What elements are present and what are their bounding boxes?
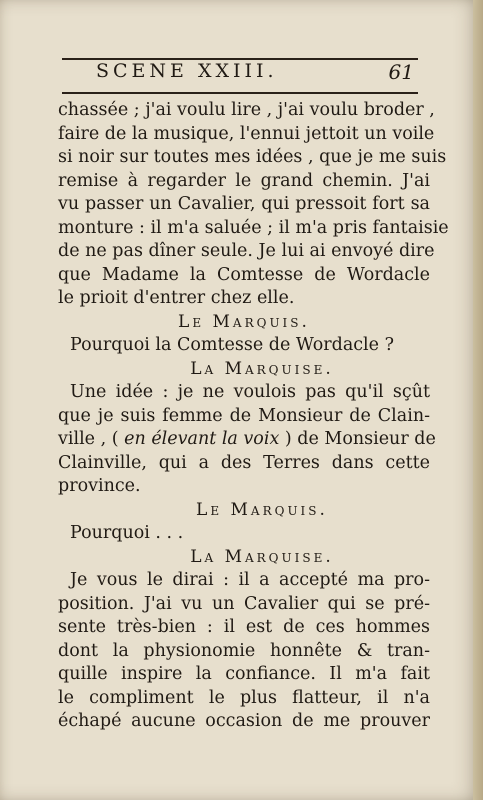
text-line: vu passer un Cavalier, qui pressoit fort sa bbox=[58, 194, 430, 214]
text-line: si noir sur toutes mes idées , que je me suis bbox=[58, 147, 447, 167]
speaker-name: La Marquise. bbox=[190, 546, 334, 567]
text-line: province. bbox=[58, 476, 141, 496]
page-edge bbox=[473, 0, 483, 800]
text-line: de ne pas dîner seule. Je lui ai envoyé dire bbox=[58, 241, 435, 261]
speaker-name: Le Marquis. bbox=[178, 311, 310, 332]
header-rule-bottom bbox=[62, 92, 418, 94]
text-line: sente très-bien : il est de ces hommes bbox=[58, 617, 430, 637]
text-line: que je suis femme de Monsieur de Clain- bbox=[58, 405, 430, 426]
stage-direction: en élevant la voix bbox=[124, 429, 280, 449]
text-fragment: ) de Monsieur de bbox=[284, 429, 436, 449]
text-line: le compliment le plus flatteur, il n'a bbox=[58, 687, 430, 708]
text-line: Une idée : je ne voulois pas qu'il sçût bbox=[70, 382, 430, 402]
text-line: dont la physionomie honnête & tran- bbox=[58, 640, 430, 661]
speaker-name: Le Marquis. bbox=[196, 499, 328, 520]
text-line: échapé aucune occasion de me prouver bbox=[58, 711, 430, 731]
text-line: le prioit d'entrer chez elle. bbox=[58, 288, 295, 308]
running-head: SCENE XXIII. bbox=[96, 60, 278, 82]
text-line: Je vous le dirai : il a accepté ma pro- bbox=[70, 570, 430, 590]
body-text bbox=[58, 99, 449, 734]
text-fragment: ville , ( bbox=[58, 429, 119, 449]
page-header bbox=[62, 38, 418, 98]
text-line: que Madame la Comtesse de Wordacle bbox=[58, 264, 430, 285]
page-number: 61 bbox=[388, 60, 414, 84]
text-line: position. J'ai vu un Cavalier qui se pré- bbox=[58, 593, 430, 614]
speaker-name: La Marquise. bbox=[190, 358, 334, 379]
text-line: Pourquoi la Comtesse de Wordacle ? bbox=[70, 335, 394, 355]
text-line: Pourquoi . . . bbox=[70, 523, 184, 543]
text-line: Clainville, qui a des Terres dans cette bbox=[58, 452, 430, 473]
text-line: monture : il m'a saluée ; il m'a pris fantaisie bbox=[58, 217, 449, 238]
text-line: chassée ; j'ai voulu lire , j'ai voulu broder , bbox=[58, 100, 435, 120]
text-line: remise à regarder le grand chemin. J'ai bbox=[58, 170, 430, 191]
text-line: faire de la musique, l'ennui jettoit un voile bbox=[58, 123, 435, 144]
text-line: quille inspire la confiance. Il m'a fait bbox=[58, 664, 430, 684]
text-line-with-stage-direction bbox=[58, 428, 436, 452]
